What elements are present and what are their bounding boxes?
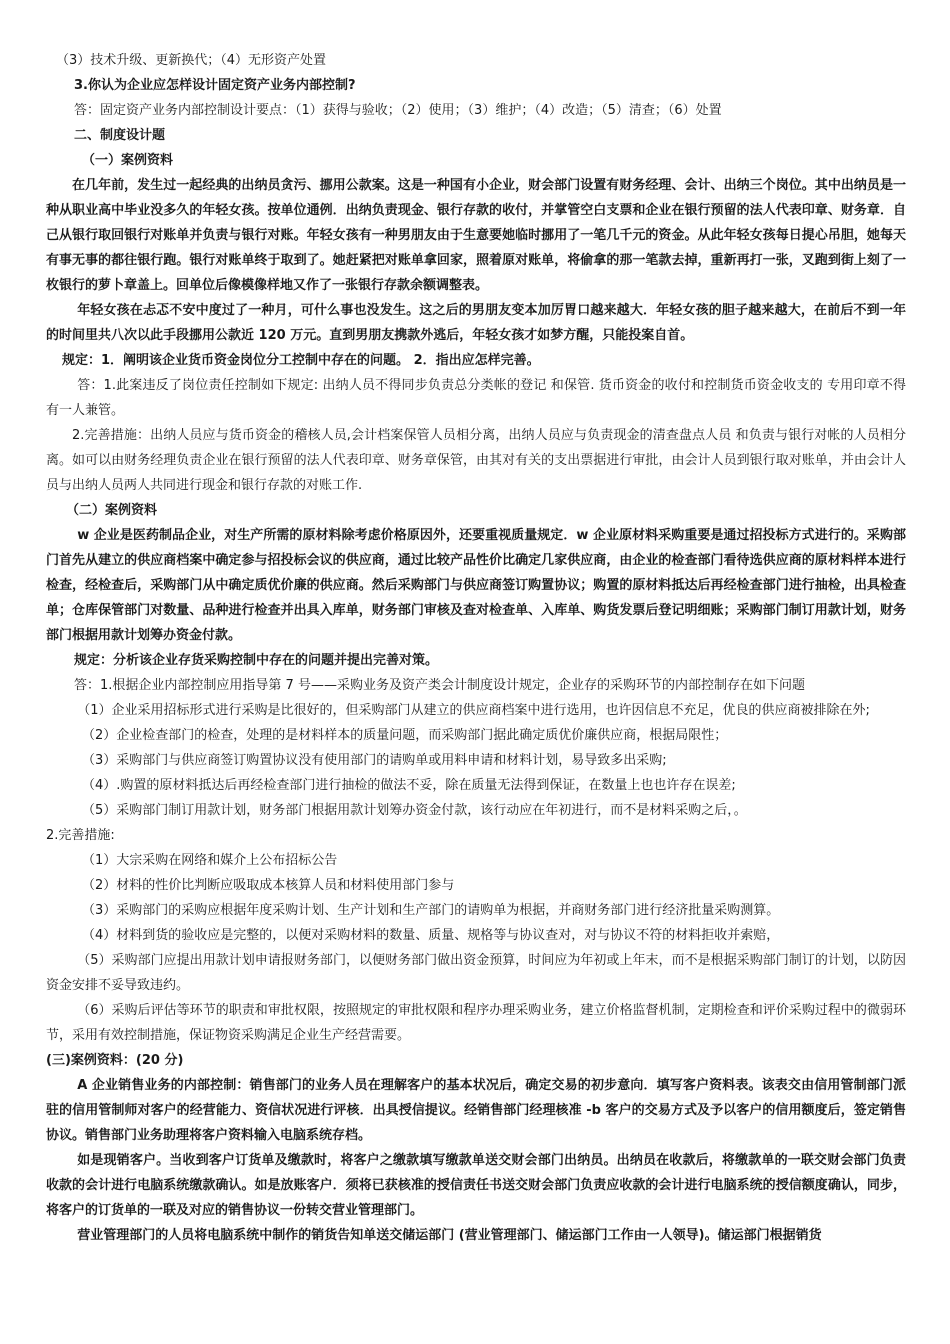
case-heading: （一）案例资料 <box>82 153 174 168</box>
answer-line: 答：1.根据企业内部控制应用指导第 7 号——采购业务及资产类会计制度设计规定，企业存的采购环节的内部控制存在如下问题 <box>74 678 805 693</box>
answer-paragraph: 答：1.此案违反了岗位责任控制如下规定: 出纳人员不得同步负责总分类帐的登记 和保管. 货币资金的收付和控制货币资金收支的 专用印章不得有一人兼管。 <box>46 378 906 418</box>
answer-item: （4）材料到货的验收应是完整的，以便对采购材料的数量、质量、规格等与协议查对，对与协议不符的材料拒收并索赔， <box>82 928 780 943</box>
case-paragraph: 如是现销客户。当收到客户订货单及缴款时，将客户之缴款填写缴款单送交财会部门出纳员。出纳员在收款后，将缴款单的一联交财会部门负责收款的会计进行电脑系统缴款确认。如是放账客户．须将已获核准的授信责任书送交财会部门负责应收款的会计进行电脑系统的授信额度确认，同步，将客户的订货单的一联及对应的销售协议一份转交营业管理部门。 <box>46 1153 906 1218</box>
answer-item: （2）材料的性价比判断应吸取成本核算人员和材料使用部门参与 <box>82 878 455 893</box>
case-paragraph: 营业管理部门的人员将电脑系统中制作的销货告知单送交储运部门 (营业管理部门、储运部门工作由一人领导)。储运部门根据销货 <box>77 1228 822 1243</box>
answer-item: （1）大宗采购在网络和媒介上公布招标公告 <box>82 853 338 868</box>
requirement-line: 规定：1．阐明该企业货币资金岗位分工控制中存在的问题。 2．指出应怎样完善。 <box>62 353 540 368</box>
answer-item: （6）采购后评估等环节的职责和审批权限，按照规定的审批权限和程序办理采购业务，建立价格监督机制，定期检查和评价采购过程中的微弱环节，采用有效控制措施，保证物资采购满足企业生产经营需要。 <box>46 1003 906 1043</box>
answer-item: （3）采购部门与供应商签订购置协议没有使用部门的请购单或用料申请和材料计划，易导致多出采购; <box>82 753 667 768</box>
case-paragraph: 年轻女孩在忐忑不安中度过了一种月，可什么事也没发生。这之后的男朋友变本加厉胃口越来越大．年轻女孩的胆子越来越大，在前后不到一年的时间里共八次以此手段挪用公款近 120 万元。直到男朋友携款外逃后，年轻女孩才如梦方醒，只能投案自首。 <box>46 303 906 343</box>
case-paragraph: w 企业是医药制品企业，对生产所需的原材料除考虑价格原因外，还要重视质量规定．w 企业原材料采购重要是通过招投标方式进行的。采购部门首先从建立的供应商档案中确定参与招投标会议的供应商，通过比较产品性价比确定几家供应商，由企业的检查部门看待选供应商的原材料样本进行检查，经检查后，采购部门从中确定质优价廉的供应商。然后采购部门与供应商签订购置协议；购置的原材料抵达后再经检查部门进行抽检，出具检查单；仓库保管部门对数量、品种进行检查并出具入库单，财务部门审核及查对检查单、入库单、购货发票后登记明细账；采购部门制订用款计划，财务部门根据用款计划筹办资金付款。 <box>46 528 906 643</box>
answer-item: （4）.购置的原材料抵达后再经检查部门进行抽检的做法不妥，除在质量无法得到保证，在数量上也也许存在误差; <box>82 778 736 793</box>
question-heading: 3.你认为企业应怎样设计固定资产业务内部控制? <box>74 78 356 93</box>
case-heading: （二）案例资料 <box>66 503 158 518</box>
case-heading: (三)案例资料：(20 分) <box>46 1053 184 1068</box>
answer-item: （1）企业采用招标形式进行采购是比很好的，但采购部门从建立的供应商档案中进行选用，也许因信息不充足，优良的供应商被排除在外; <box>77 703 870 718</box>
answer-line: 2.完善措施: <box>46 828 115 843</box>
case-paragraph: 在几年前，发生过一起经典的出纳员贪污、挪用公款案。这是一种国有小企业，财会部门设置有财务经理、会计、出纳三个岗位。其中出纳员是一种从职业高中毕业没多久的年轻女孩。按单位通例．出纳负责现金、银行存款的收付，并掌管空白支票和企业在银行预留的法人代表印章、财务章．自己从银行取回银行对账单并负责与银行对账。年轻女孩有一种男朋友由于生意要她临时挪用了一笔几千元的资金。从此年轻女孩每日提心吊胆，她每天有事无事的都往银行跑。银行对账单终于取到了。她赶紧把对账单拿回家，照着原对账单，将偷拿的那一笔款去掉，重新再打一张，叉跑到街上刻了一枚银行的萝卜章盖上。回单位后像模像样地又作了一张银行存款余额调整表。 <box>46 178 906 293</box>
case-paragraph: A 企业销售业务的内部控制：销售部门的业务人员在理解客户的基本状况后，确定交易的初步意向．填写客户资料表。该表交由信用管制部门派驻的信用管制师对客户的经营能力、资信状况进行评核．出具授信提议。经销售部门经理核准 -b 客户的交易方式及予以客户的信用额度后，签定销售协议。销售部门业务助理将客户资料输入电脑系统存档。 <box>46 1078 906 1143</box>
answer-item: （5）采购部门制订用款计划，财务部门根据用款计划筹办资金付款，该行动应在年初进行，而不是材料采购之后，。 <box>82 803 747 818</box>
section-heading: 二、制度设计题 <box>74 128 166 143</box>
answer-line: 答：固定资产业务内部控制设计要点：（1）获得与验收；（2）使用；（3）维护；（4）改造；（5）清查；（6）处置 <box>74 103 722 118</box>
answer-item: （3）采购部门的采购应根据年度采购计划、生产计划和生产部门的请购单为根据，并商财务部门进行经济批量采购测算。 <box>82 903 780 918</box>
answer-paragraph: 2.完善措施：出纳人员应与货币资金的稽核人员,会计档案保管人员相分离，出纳人员应与负责现金的清查盘点人员 和负责与银行对帐的人员相分离。如可以由财务经理负责企业在银行预留的法人代表印章、财务章保管，由其对有关的支出票据进行审批，由会计人员到银行取对账单，并由会计人员与出纳人员两人共同进行现金和银行存款的对账工作. <box>46 428 906 493</box>
answer-item: （5）采购部门应提出用款计划申请报财务部门，以便财务部门做出资金预算，时间应为年初或上年末，而不是根据采购部门制订的计划，以防因资金安排不妥导致违约。 <box>46 953 906 993</box>
answer-item: （2）企业检查部门的检查，处理的是材料样本的质量问题，而采购部门据此确定质优价廉供应商，根据局限性； <box>82 728 728 743</box>
text-line: （3）技术升级、更新换代；（4）无形资产处置 <box>56 53 327 68</box>
requirement-line: 规定：分析该企业存货采购控制中存在的问题并提出完善对策。 <box>74 653 439 668</box>
